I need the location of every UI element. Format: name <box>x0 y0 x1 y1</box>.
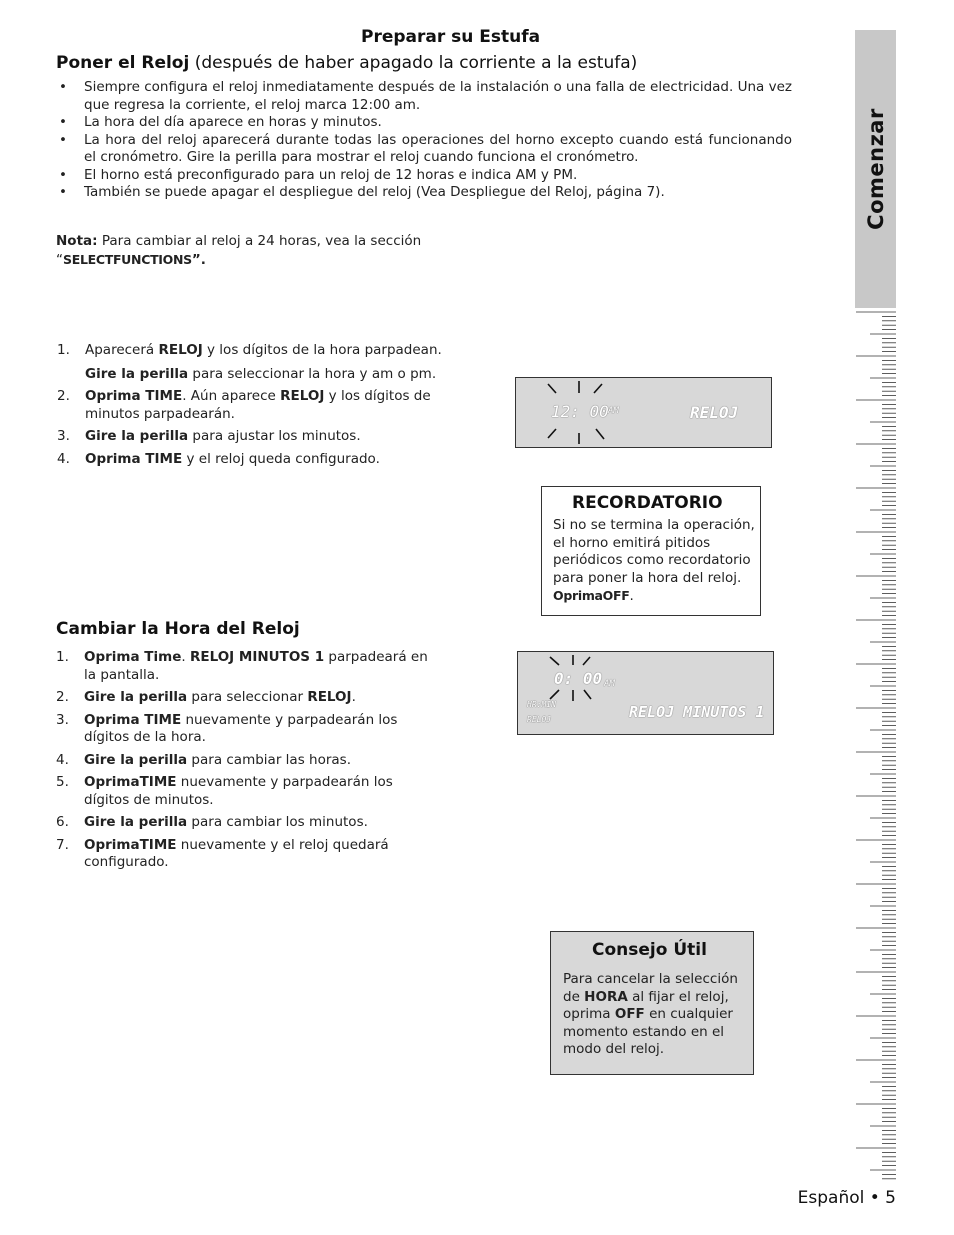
tip-box <box>550 931 754 1075</box>
step-number: 6. <box>56 814 69 830</box>
bullet-item: • La hora del día aparece en horas y minutos. <box>56 114 792 132</box>
step-item <box>57 428 442 446</box>
display-label: RELOJ <box>690 403 739 422</box>
bullet-item: • La hora del reloj aparecerá durante todas las operaciones del horno excepto cuando está funcionando el cronómetro. Gire la perilla para mostrar el reloj cuando funciona el cronómetro. <box>56 132 792 167</box>
set-clock-steps <box>57 342 442 473</box>
tip-bold-1: HORA <box>584 988 628 1005</box>
step-text-post: nuevamente y parpadearán los dígitos de la hora. <box>84 711 398 745</box>
step-number: 1. <box>57 342 70 358</box>
step-number: 7. <box>56 836 69 853</box>
step-text-bold: OprimaTIME <box>84 774 177 790</box>
step-item <box>57 451 442 469</box>
side-tab <box>855 30 896 308</box>
blink-rays-icon <box>518 652 775 736</box>
step-text-bold: Oprima Time <box>84 649 182 665</box>
step-number: 4. <box>56 751 69 768</box>
display-time: 0: 00 <box>554 669 603 688</box>
reminder-title: RECORDATORIO <box>572 493 723 513</box>
display-small-2: RELOJ <box>527 715 552 724</box>
step-number: 2. <box>56 689 69 705</box>
step-text-bold: Oprima TIME <box>85 388 183 404</box>
note-label: Nota: <box>56 233 98 249</box>
clock-display-2 <box>517 651 774 735</box>
step-text-post: y el reloj queda configurado. <box>182 450 380 467</box>
reminder-end: . <box>629 588 634 604</box>
note <box>56 233 436 269</box>
display-ampm: AM <box>604 679 615 689</box>
step-text-post: nuevamente y el reloj quedará configurado. <box>84 836 389 870</box>
reminder-bold: OprimaOFF <box>553 588 630 603</box>
note-link-close: ”. <box>191 251 206 268</box>
change-clock-title: Cambiar la Hora del Reloj <box>56 619 300 639</box>
step-text-bold2: RELOJ <box>307 689 352 705</box>
step-number: 3. <box>56 711 69 728</box>
set-clock-bullets <box>56 79 792 202</box>
step-text-bold: OprimaTIME <box>84 836 177 853</box>
tip-text-3: en cualquier momento estando en el modo del reloj. <box>563 1006 733 1057</box>
clock-display-1 <box>515 377 772 448</box>
step-item <box>56 837 436 872</box>
page-number: Español • 5 <box>797 1188 896 1208</box>
change-clock-steps <box>56 649 436 877</box>
step-text-post: y los dígitos de la hora parpadean. <box>202 342 442 358</box>
step-text-post: para cambiar los minutos. <box>187 814 368 830</box>
set-clock-title <box>56 53 637 73</box>
bullet-item: • El horno está preconfigurado para un reloj de 12 horas e indica AM y PM. <box>56 167 792 185</box>
step-number: 1. <box>56 649 69 665</box>
step-text-bold: Gire la perilla <box>84 689 188 705</box>
reminder-box <box>541 486 761 616</box>
step-item <box>56 712 436 747</box>
step-text-bold2: RELOJ MINUTOS 1 <box>189 649 325 665</box>
note-text: Para cambiar al reloj a 24 horas, vea la sección <box>97 233 422 249</box>
step-text-bold: Oprima TIME <box>84 711 182 728</box>
step-item <box>57 342 442 383</box>
step-text-post: para seleccionar <box>187 689 308 705</box>
display-label: RELOJ MINUTOS 1 <box>629 703 765 721</box>
side-tab-label: Comenzar <box>863 108 888 230</box>
bullet-item: • También se puede apagar el despliegue del reloj (Vea Despliegue del Reloj, página 7). <box>56 184 792 202</box>
step-item <box>56 814 436 832</box>
display-time: 12: 00 <box>551 402 609 421</box>
step-item <box>56 689 436 707</box>
display-ampm: AM <box>608 406 619 416</box>
set-clock-title-bold: Poner el Reloj <box>56 53 190 73</box>
tip-text-2: al fijar el reloj, oprima <box>563 988 729 1022</box>
tip-bold-2: OFF <box>614 1006 645 1022</box>
step-text-bold: Oprima TIME <box>85 450 183 467</box>
step-text-bold: RELOJ <box>158 342 203 358</box>
step-text-bold2: RELOJ <box>280 388 325 404</box>
step-number: 5. <box>56 774 69 790</box>
step-number: 3. <box>57 428 70 444</box>
tip-text-1: Para cancelar la selección de <box>563 971 738 1005</box>
step-text-pre: Aparecerá <box>85 342 159 358</box>
tip-title: Consejo Útil <box>592 940 707 960</box>
reminder-text <box>553 517 759 606</box>
step-item <box>56 752 436 770</box>
step-text-post: nuevamente y parpadearán los dígitos de minutos. <box>84 774 393 808</box>
step-item <box>56 649 436 684</box>
ruler-ticks <box>855 310 896 1185</box>
step-text-post: para cambiar las horas. <box>187 751 351 768</box>
bullet-item: • Siempre configura el reloj inmediatamente después de la instalación o una falla de electricidad. Una vez que regresa la corriente, el reloj marca 12:00 am. <box>56 79 792 114</box>
step-text-post2: y los dígitos de minutos parpadearán. <box>85 388 431 422</box>
display-small-1: HR:MIN <box>527 700 556 709</box>
step-item <box>57 388 442 423</box>
set-clock-title-rest: (después de haber apagado la corriente a la estufa) <box>189 53 638 73</box>
reminder-body: Si no se termina la operación, el horno emitirá pitidos periódicos como recordatorio para poner la hora del reloj. <box>553 517 755 586</box>
step-text-post2: . <box>351 689 356 705</box>
tip-text <box>563 971 747 1059</box>
step-text-bold: Gire la perilla <box>84 751 188 768</box>
step-text-post: . Aún aparece <box>182 388 281 404</box>
step-sub-bold: Gire la perilla <box>85 365 189 382</box>
note-link: SELECTFUNCTIONS <box>63 251 192 267</box>
step-number: 2. <box>57 388 70 404</box>
step-text-post: . <box>181 649 190 665</box>
step-text-bold: Gire la perilla <box>85 428 189 444</box>
step-sub-post: para seleccionar la hora y am o pm. <box>188 365 437 382</box>
step-number: 4. <box>57 450 70 467</box>
step-text-bold: Gire la perilla <box>84 814 188 830</box>
step-text-post: para ajustar los minutos. <box>188 428 361 444</box>
note-link-open: “ <box>56 251 63 268</box>
section-title: Preparar su Estufa <box>361 27 541 47</box>
step-item <box>56 774 436 809</box>
step-text-post2: parpadeará en la pantalla. <box>84 649 428 683</box>
